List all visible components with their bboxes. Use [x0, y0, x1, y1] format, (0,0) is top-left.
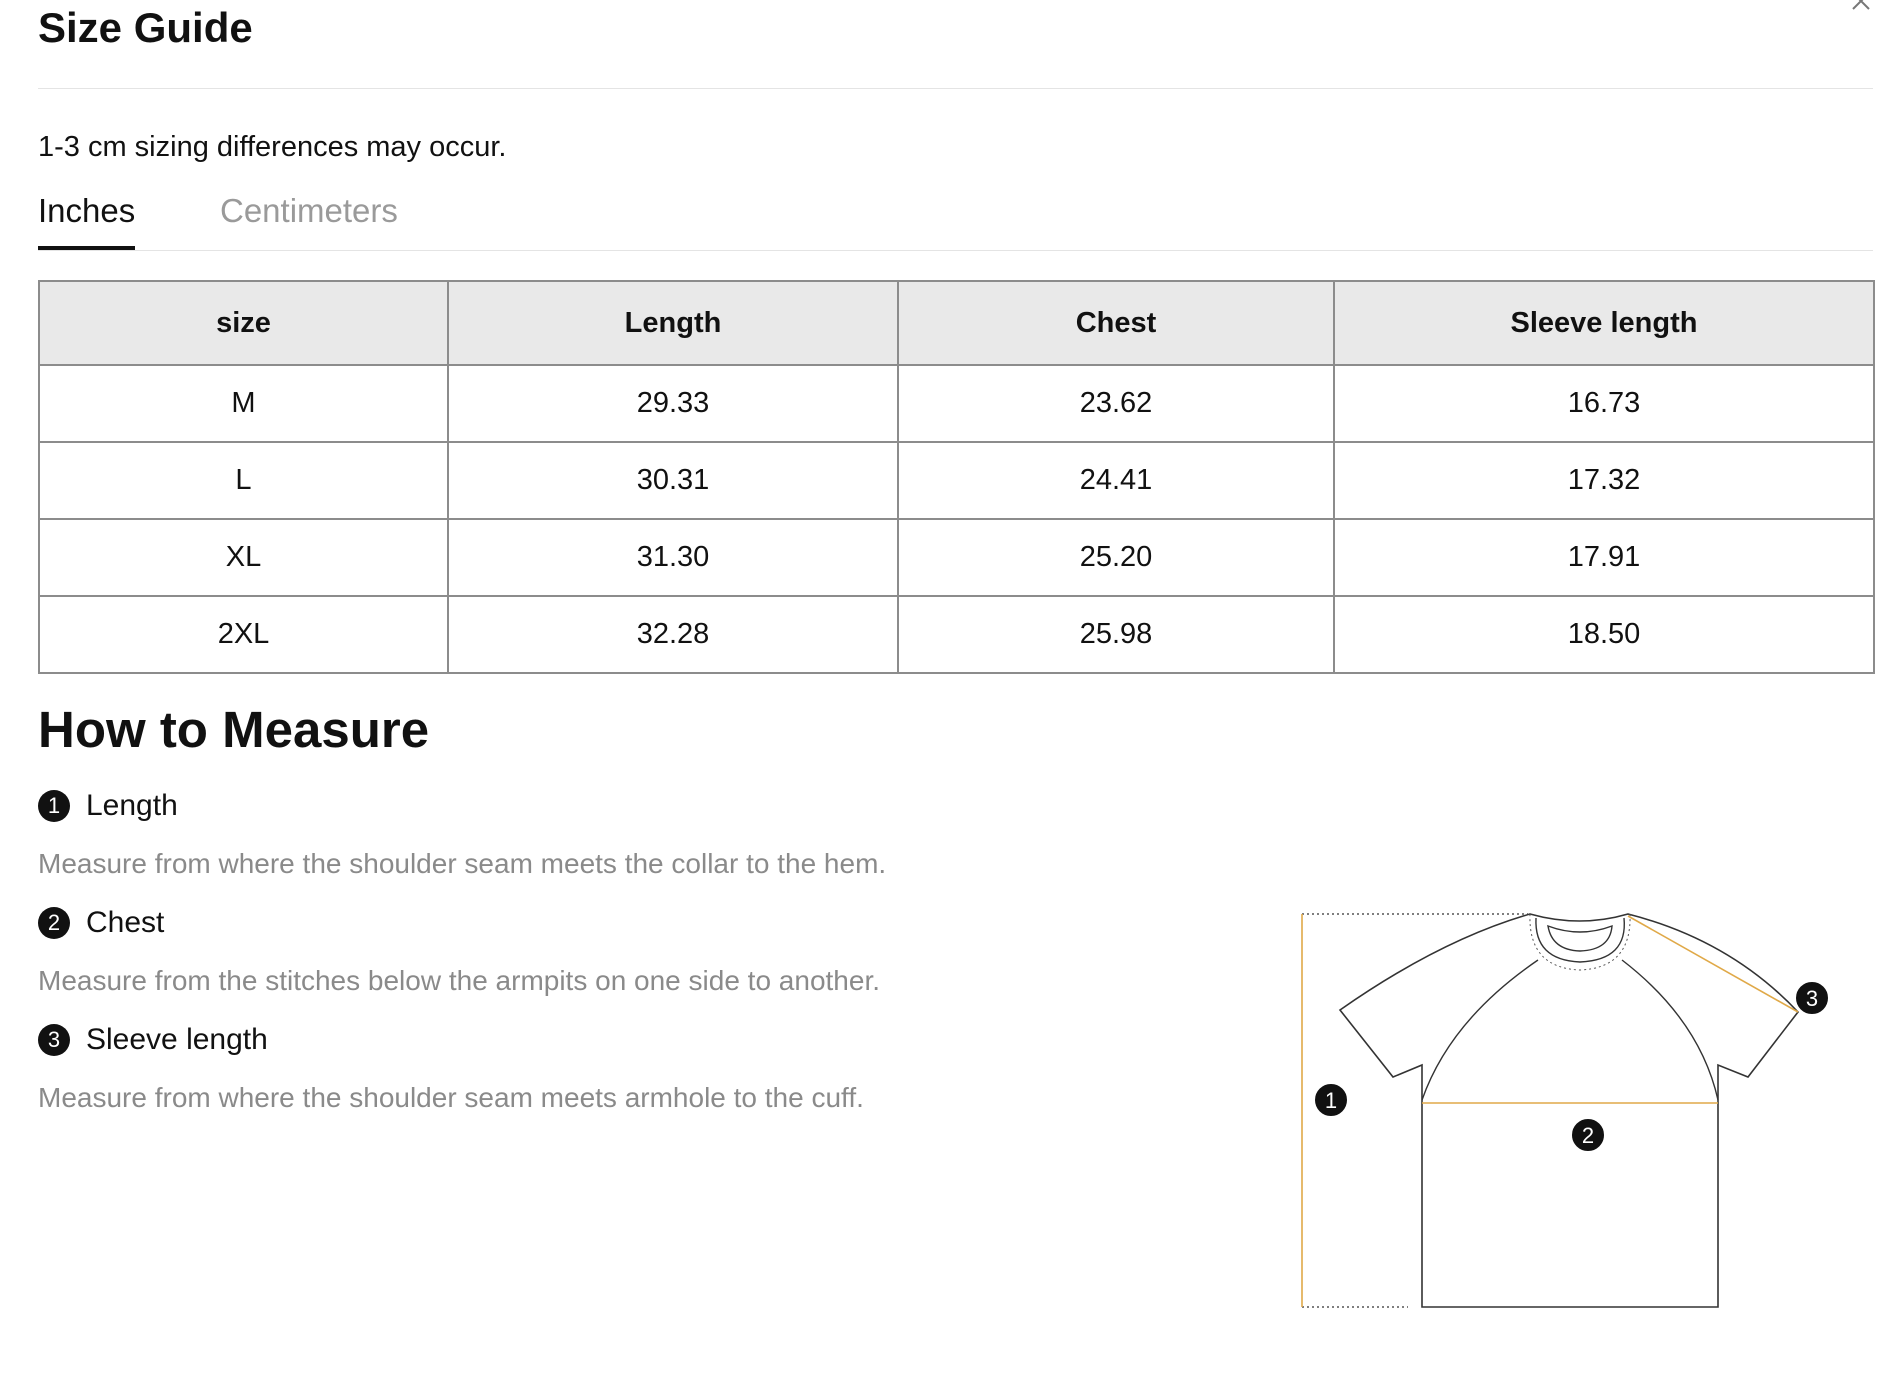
cell-length: 30.31: [448, 442, 898, 519]
size-table: [38, 280, 1875, 674]
close-icon[interactable]: [1850, 0, 1872, 12]
number-3-icon: 3: [38, 1024, 70, 1056]
number-2-icon: 2: [38, 907, 70, 939]
header-sleeve-length: Sleeve length: [1334, 281, 1874, 365]
step-label: Length: [86, 789, 178, 822]
cell-size: L: [39, 442, 448, 519]
step-description: Measure from where the shoulder seam meets armhole to the cuff.: [38, 1082, 864, 1113]
cell-sleeve-length: 17.32: [1334, 442, 1874, 519]
svg-text:1: 1: [1324, 1088, 1338, 1113]
cell-sleeve-length: 18.50: [1334, 596, 1874, 673]
header-size: size: [39, 281, 448, 365]
how-to-measure-title: How to Measure: [38, 701, 430, 758]
table-row: [39, 519, 1874, 596]
cell-chest: 25.20: [898, 519, 1334, 596]
marker-2: [1571, 1118, 1605, 1152]
cell-chest: 25.98: [898, 596, 1334, 673]
cell-length: 31.30: [448, 519, 898, 596]
svg-text:3: 3: [1805, 986, 1819, 1011]
cell-sleeve-length: 16.73: [1334, 365, 1874, 442]
cell-size: M: [39, 365, 448, 442]
size-guide-title: Size Guide: [38, 4, 253, 51]
step-description: Measure from where the shoulder seam meets the collar to the hem.: [38, 848, 887, 879]
step-label: Sleeve length: [86, 1023, 268, 1056]
step-label: Chest: [86, 906, 165, 939]
cell-size: XL: [39, 519, 448, 596]
cell-size: 2XL: [39, 596, 448, 673]
table-row: [39, 365, 1874, 442]
table-row: [39, 596, 1874, 673]
sizing-note: 1-3 cm sizing differences may occur.: [38, 131, 507, 163]
header-chest: Chest: [898, 281, 1334, 365]
table-header-row: [39, 281, 1874, 365]
cell-length: 29.33: [448, 365, 898, 442]
number-1-icon: 1: [38, 790, 70, 822]
cell-length: 32.28: [448, 596, 898, 673]
marker-1: [1314, 1083, 1348, 1117]
header-divider: [38, 88, 1873, 89]
marker-3: [1795, 981, 1829, 1015]
cell-chest: 23.62: [898, 365, 1334, 442]
tab-inches[interactable]: Inches: [38, 190, 135, 232]
svg-text:2: 2: [1581, 1123, 1595, 1148]
cell-chest: 24.41: [898, 442, 1334, 519]
unit-tabs: [38, 190, 1873, 251]
cell-sleeve-length: 17.91: [1334, 519, 1874, 596]
tshirt-measurement-diagram: [1290, 900, 1850, 1320]
step-description: Measure from the stitches below the armpits on one side to another.: [38, 965, 881, 996]
table-row: [39, 442, 1874, 519]
tab-centimeters[interactable]: Centimeters: [220, 192, 398, 229]
header-length: Length: [448, 281, 898, 365]
